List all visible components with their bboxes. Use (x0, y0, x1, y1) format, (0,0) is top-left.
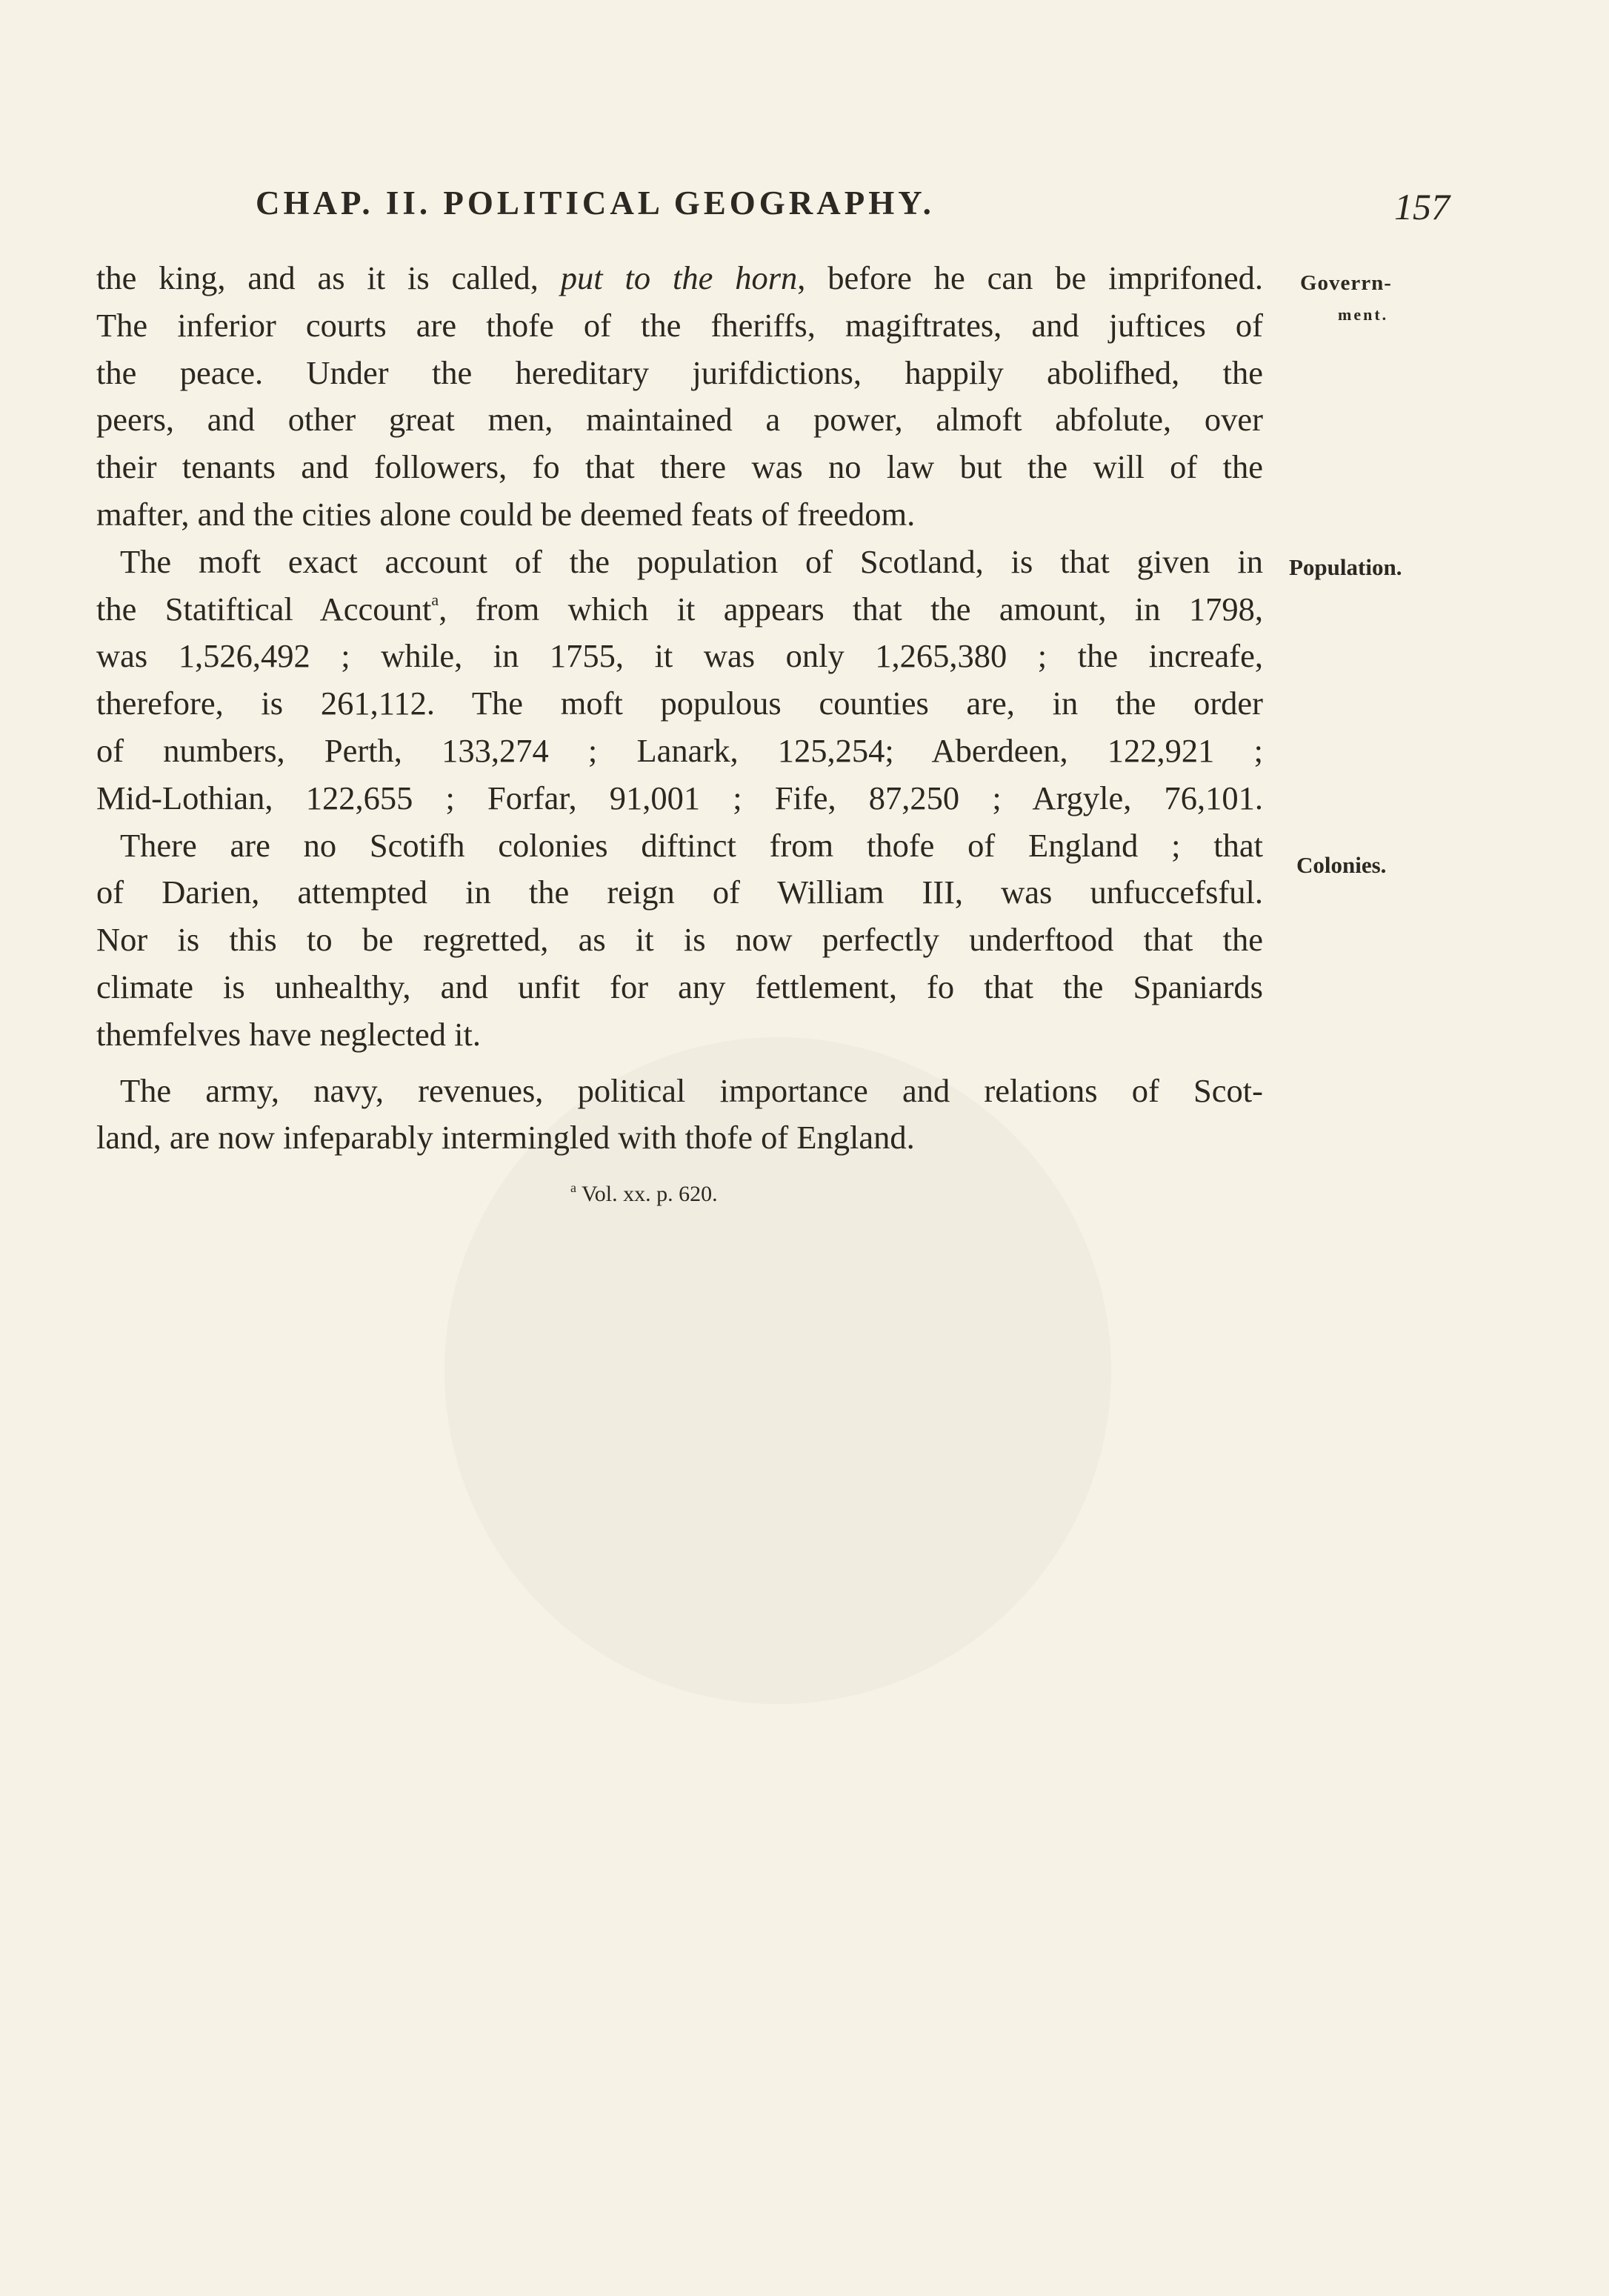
italic-phrase: put to the horn (560, 259, 798, 296)
footnote (570, 1182, 718, 1207)
running-head: CHAP. II. POLITICAL GEOGRAPHY. (256, 184, 935, 222)
text-line: the king, and as it is called, put to the horn, before he can be imprifoned. (96, 259, 1263, 296)
paragraph-army (96, 1068, 1263, 1162)
body-text (96, 255, 1263, 1162)
footnote-marker: a (570, 1180, 576, 1195)
margin-note-colonies: Colonies. (1296, 852, 1387, 878)
footnote-marker: a (431, 590, 439, 609)
text-line: of numbers, Perth, 133,274 ; Lanark, 125,254; Aberdeen, 122,921 ; (96, 731, 1263, 769)
text-line: themfelves have neglected it. (96, 1015, 481, 1053)
text-line: land, are now infeparably intermingled with thofe of England. (96, 1119, 915, 1157)
text-line: was 1,526,492 ; while, in 1755, it was only 1,265,380 ; the increafe, (96, 637, 1263, 675)
footnote-text: Vol. xx. p. 620. (576, 1182, 718, 1206)
text-line: their tenants and followers, fo that there was no law but the will of the (96, 448, 1263, 486)
text-line: The army, navy, revenues, political importance and relations of Scot- (120, 1071, 1263, 1109)
text-line: The inferior courts are thofe of the fheriffs, magiftrates, and juftices of (96, 306, 1263, 344)
text-line: mafter, and the cities alone could be deemed feats of freedom. (96, 495, 916, 533)
paragraph-government (96, 255, 1263, 539)
paragraph-colonies (96, 822, 1263, 1059)
text-line: peers, and other great men, maintained a power, almoft abfolute, over (96, 401, 1263, 439)
margin-note-government-cont: ment. (1338, 305, 1389, 324)
page-number: 157 (1394, 186, 1450, 227)
text-line: The moft exact account of the population of Scotland, is that given in (120, 542, 1263, 580)
text-line: Mid-Lothian, 122,655 ; Forfar, 91,001 ; Fife, 87,250 ; Argyle, 76,101. (96, 779, 1263, 816)
margin-note-population: Population. (1289, 554, 1402, 580)
text-line: the peace. Under the hereditary jurifdictions, happily abolifhed, the (96, 353, 1263, 391)
text-line: Nor is this to be regretted, as it is now perfectly underftood that the (96, 921, 1263, 959)
text-line: therefore, is 261,112. The moft populous counties are, in the order (96, 685, 1263, 722)
text-line: of Darien, attempted in the reign of William III, was unfuccefsful. (96, 874, 1263, 911)
paragraph-population (96, 539, 1263, 822)
margin-note-government: Goverrn- (1300, 271, 1392, 295)
text-line: the Statiftical Account$^a$, from which it appears that the amount, in 1798, (96, 590, 1263, 628)
text-line: There are no Scotifh colonies diftinct from thofe of England ; that (120, 826, 1263, 864)
text-line: climate is unhealthy, and unfit for any fettlement, fo that the Spaniards (96, 968, 1263, 1005)
